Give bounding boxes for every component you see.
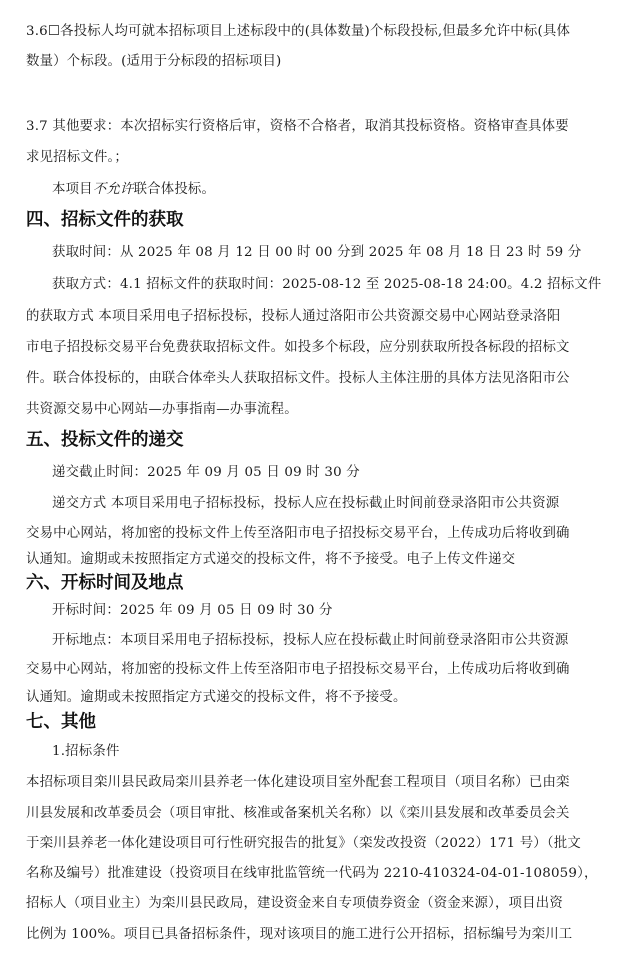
text-line: 3.7 其他要求：本次招标实行资格后审，资格不合格者，取消其投标资格。资格审查具体要 xyxy=(26,119,569,134)
section-heading: 七、其他 xyxy=(26,712,96,732)
text-line: 数量）个标段。(适用于分标段的招标项目) xyxy=(26,54,282,69)
text-line: 共资源交易中心网站—办事指南—办事流程。 xyxy=(26,402,298,417)
text-line: 比例为 100%。项目已具备招标条件，现对该项目的施工进行公开招标，招标编号为栾川工 xyxy=(26,927,573,942)
text-line xyxy=(52,180,215,200)
text-line: 名称及编号）批准建设（投资项目在线审批监管统一代码为 2210-410324-04-01-108059）， xyxy=(26,866,598,881)
text-line: 招标人（项目业主）为栾川县民政局，建设资金来自专项债券资金（资金来源），项目出资 xyxy=(26,896,563,911)
text-span: 本项目 xyxy=(52,182,93,197)
text-line: 递交方式 本项目采用电子招标投标，投标人应在投标截止时间前登录洛阳市公共资源 xyxy=(52,496,560,511)
text-line: 开标时间：2025 年 09 月 05 日 09 时 30 分 xyxy=(52,603,333,618)
text-line: 开标地点：本项目采用电子招标投标，投标人应在投标截止时间前登录洛阳市公共资源 xyxy=(52,633,569,648)
text-line: 获取方式：4.1 招标文件的获取时间：2025-08-12 至 2025-08-18 24:00。4.2 招标文件 xyxy=(52,277,602,292)
text-line: 递交截止时间：2025 年 09 月 05 日 09 时 30 分 xyxy=(52,465,360,480)
emphasis-text: 不允许 xyxy=(92,182,134,197)
text-line: 于栾川县养老一体化建设项目可行性研究报告的批复》（栾发改投资（2022）171 号）（批文 xyxy=(26,836,581,851)
section-heading: 六、开标时间及地点 xyxy=(26,573,184,593)
text-line: 认通知。逾期或未按照指定方式递交的投标文件，将不予接受。 xyxy=(26,690,407,705)
text-line: 件。联合体投标的，由联合体牵头人获取招标文件。投标人主体注册的具体方法见洛阳市公 xyxy=(26,371,570,386)
text-line: 本招标项目栾川县民政局栾川县养老一体化建设项目室外配套工程项目（项目名称）已由栾 xyxy=(26,775,570,790)
text-line: 交易中心网站，将加密的投标文件上传至洛阳市电子招投标交易平台，上传成功后将收到确 xyxy=(26,662,570,677)
text-line: 的获取方式 本项目采用电子招标投标，投标人通过洛阳市公共资源交易中心网站登录洛阳 xyxy=(26,309,561,324)
text-line: 1.招标条件 xyxy=(52,744,120,759)
text-line: 3.6☐各投标人均可就本招标项目上述标段中的(具体数量)个标段投标,但最多允许中标(具体 xyxy=(26,24,571,39)
text-line: 市电子招投标交易平台免费获取招标文件。如投多个标段，应分别获取所投各标段的招标文 xyxy=(26,340,570,355)
text-line: 获取时间：从 2025 年 08 月 12 日 00 时 00 分到 2025 年 08 月 18 日 23 时 59 分 xyxy=(52,245,582,260)
text-line: 川县发展和改革委员会（项目审批、核准或备案机关名称）以《栾川县发展和改革委员会关 xyxy=(26,806,570,821)
text-line: 认通知。逾期或未按照指定方式递交的投标文件，将不予接受。电子上传文件递交 xyxy=(26,552,516,567)
section-heading: 五、投标文件的递交 xyxy=(26,430,184,450)
section-heading: 四、招标文件的获取 xyxy=(26,210,184,230)
text-span: 联合体投标。 xyxy=(133,182,216,197)
text-line: 交易中心网站，将加密的投标文件上传至洛阳市电子招投标交易平台，上传成功后将收到确 xyxy=(26,526,570,541)
text-line: 求见招标文件。； xyxy=(26,150,129,165)
